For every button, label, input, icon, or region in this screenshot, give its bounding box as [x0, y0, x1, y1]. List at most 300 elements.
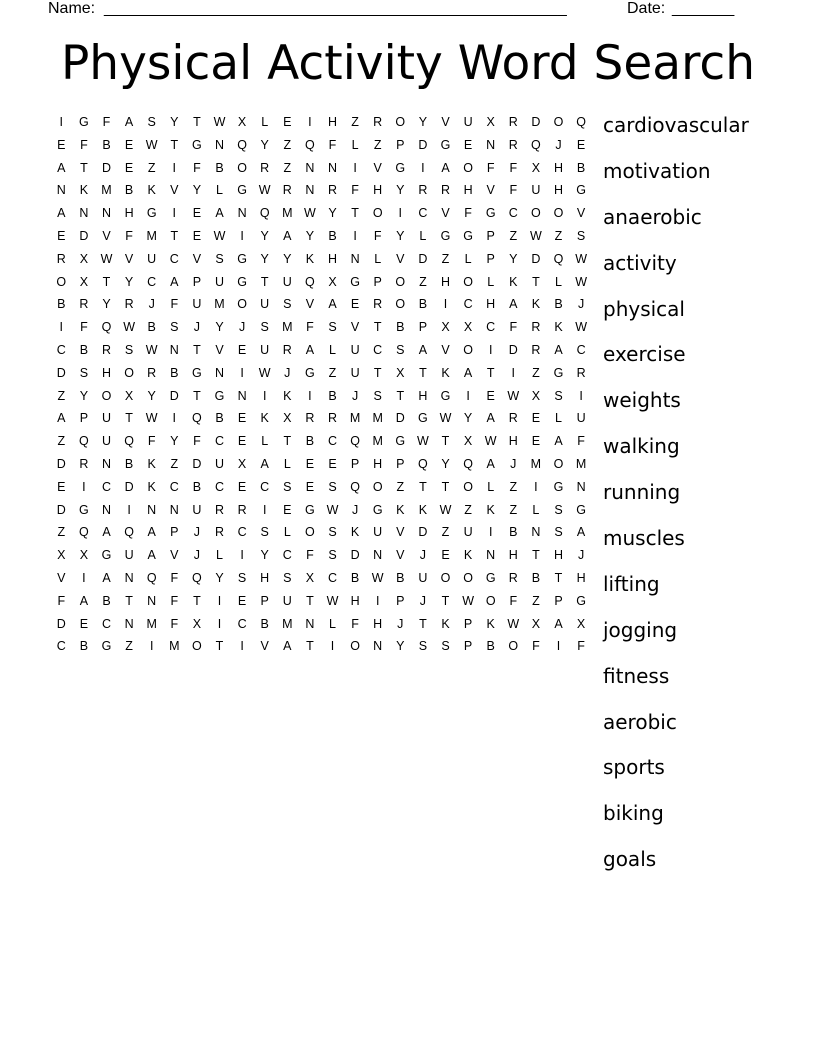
grid-cell[interactable]: U: [418, 570, 428, 585]
grid-cell[interactable]: R: [373, 297, 383, 312]
grid-cell[interactable]: H: [576, 570, 586, 585]
grid-cell[interactable]: T: [532, 548, 540, 563]
grid-cell[interactable]: G: [395, 160, 406, 175]
grid-cell[interactable]: G: [192, 137, 202, 152]
grid-cell[interactable]: Q: [192, 570, 202, 585]
grid-cell[interactable]: X: [237, 115, 247, 129]
grid-cell[interactable]: Q: [101, 320, 112, 335]
grid-cell[interactable]: O: [372, 479, 383, 494]
grid-cell[interactable]: X: [237, 456, 247, 471]
grid-cell[interactable]: I: [421, 160, 425, 175]
grid-cell[interactable]: B: [102, 593, 111, 608]
grid-cell[interactable]: E: [57, 479, 66, 494]
grid-cell[interactable]: Q: [418, 456, 428, 471]
grid-cell[interactable]: V: [124, 251, 134, 266]
grid-cell[interactable]: A: [147, 548, 156, 563]
grid-cell[interactable]: A: [509, 297, 518, 312]
grid-cell[interactable]: I: [511, 365, 516, 380]
grid-cell[interactable]: J: [193, 320, 201, 335]
grid-cell[interactable]: D: [508, 342, 518, 357]
grid-cell[interactable]: V: [192, 251, 202, 266]
grid-cell[interactable]: L: [555, 274, 562, 289]
grid-cell[interactable]: D: [418, 251, 428, 266]
grid-cell[interactable]: I: [149, 639, 154, 654]
grid-cell[interactable]: V: [57, 570, 66, 585]
grid-cell[interactable]: T: [373, 365, 382, 380]
grid-cell[interactable]: S: [283, 570, 292, 585]
grid-cell[interactable]: O: [463, 342, 473, 357]
grid-cell[interactable]: F: [464, 206, 472, 221]
grid-cell[interactable]: V: [441, 206, 450, 221]
grid-cell[interactable]: H: [440, 274, 450, 289]
grid-cell[interactable]: I: [262, 388, 267, 403]
grid-cell[interactable]: I: [353, 228, 357, 243]
grid-cell[interactable]: S: [79, 365, 89, 380]
grid-cell[interactable]: Q: [576, 115, 586, 129]
grid-cell[interactable]: D: [531, 251, 541, 266]
grid-cell[interactable]: G: [553, 365, 564, 380]
grid-cell[interactable]: T: [441, 593, 450, 608]
grid-cell[interactable]: A: [486, 456, 495, 471]
grid-cell[interactable]: M: [372, 411, 383, 426]
grid-cell[interactable]: I: [82, 479, 86, 494]
grid-cell[interactable]: E: [486, 388, 495, 403]
grid-cell[interactable]: O: [440, 570, 451, 585]
grid-cell[interactable]: Z: [509, 479, 518, 494]
grid-cell[interactable]: H: [418, 388, 428, 403]
grid-cell[interactable]: N: [531, 525, 541, 540]
grid-cell[interactable]: L: [329, 616, 336, 631]
grid-cell[interactable]: E: [441, 548, 450, 563]
grid-cell[interactable]: P: [396, 456, 405, 471]
grid-cell[interactable]: V: [441, 115, 450, 129]
grid-cell[interactable]: O: [237, 297, 247, 312]
grid-cell[interactable]: P: [260, 593, 269, 608]
grid-cell[interactable]: C: [147, 274, 157, 289]
grid-cell[interactable]: T: [486, 365, 495, 380]
grid-cell[interactable]: G: [395, 434, 406, 449]
grid-cell[interactable]: D: [531, 115, 541, 129]
grid-cell[interactable]: M: [282, 320, 293, 335]
grid-cell[interactable]: T: [125, 411, 133, 426]
grid-cell[interactable]: Z: [464, 502, 472, 517]
grid-cell[interactable]: Z: [509, 502, 518, 517]
grid-cell[interactable]: W: [213, 115, 226, 129]
grid-cell[interactable]: N: [373, 548, 383, 563]
grid-cell[interactable]: K: [147, 456, 156, 471]
grid-cell[interactable]: K: [147, 183, 156, 198]
grid-cell[interactable]: N: [101, 206, 111, 221]
grid-cell[interactable]: F: [193, 434, 201, 449]
grid-cell[interactable]: N: [169, 502, 179, 517]
grid-cell[interactable]: K: [554, 320, 563, 335]
grid-cell[interactable]: U: [101, 434, 111, 449]
grid-cell[interactable]: I: [534, 479, 538, 494]
grid-cell[interactable]: J: [397, 616, 404, 631]
grid-cell[interactable]: Z: [57, 525, 66, 540]
grid-cell[interactable]: R: [214, 502, 224, 517]
grid-cell[interactable]: Q: [124, 525, 134, 540]
grid-cell[interactable]: Z: [57, 388, 66, 403]
grid-cell[interactable]: K: [396, 502, 405, 517]
grid-cell[interactable]: C: [327, 434, 337, 449]
grid-cell[interactable]: V: [170, 183, 179, 198]
grid-cell[interactable]: N: [486, 548, 496, 563]
grid-cell[interactable]: I: [308, 115, 312, 129]
grid-cell[interactable]: E: [305, 479, 315, 494]
grid-cell[interactable]: O: [192, 639, 202, 654]
grid-cell[interactable]: X: [328, 274, 337, 289]
grid-cell[interactable]: A: [260, 456, 269, 471]
grid-cell[interactable]: I: [59, 320, 64, 335]
grid-cell[interactable]: M: [282, 206, 293, 221]
grid-cell[interactable]: S: [260, 320, 269, 335]
grid-cell[interactable]: T: [351, 206, 359, 221]
grid-cell[interactable]: K: [350, 525, 360, 540]
grid-cell[interactable]: I: [217, 593, 222, 608]
grid-cell[interactable]: H: [486, 297, 496, 312]
grid-cell[interactable]: S: [441, 639, 450, 654]
grid-cell[interactable]: P: [486, 251, 495, 266]
grid-cell[interactable]: T: [193, 115, 201, 129]
grid-cell[interactable]: Q: [79, 525, 89, 540]
grid-cell[interactable]: B: [305, 434, 315, 449]
grid-cell[interactable]: E: [237, 434, 247, 449]
grid-cell[interactable]: F: [147, 434, 156, 449]
grid-cell[interactable]: L: [419, 228, 427, 243]
grid-cell[interactable]: R: [508, 570, 518, 585]
grid-cell[interactable]: N: [56, 183, 66, 198]
grid-cell[interactable]: N: [237, 206, 247, 221]
grid-cell[interactable]: Z: [532, 593, 540, 608]
grid-cell[interactable]: H: [327, 115, 337, 129]
grid-cell[interactable]: F: [577, 434, 585, 449]
grid-cell[interactable]: L: [532, 502, 540, 517]
grid-cell[interactable]: D: [192, 456, 202, 471]
grid-cell[interactable]: H: [124, 206, 134, 221]
grid-cell[interactable]: O: [463, 570, 473, 585]
grid-cell[interactable]: U: [260, 297, 270, 312]
grid-cell[interactable]: Y: [260, 228, 269, 243]
grid-cell[interactable]: F: [509, 593, 518, 608]
grid-cell[interactable]: E: [350, 297, 360, 312]
grid-cell[interactable]: T: [283, 434, 292, 449]
grid-cell[interactable]: Z: [170, 456, 179, 471]
grid-cell[interactable]: B: [260, 616, 269, 631]
grid-cell[interactable]: A: [554, 342, 563, 357]
grid-cell[interactable]: L: [283, 525, 291, 540]
grid-cell[interactable]: I: [353, 160, 357, 175]
grid-cell[interactable]: P: [418, 320, 428, 335]
grid-cell[interactable]: W: [529, 228, 542, 243]
grid-cell[interactable]: W: [575, 274, 587, 289]
grid-cell[interactable]: F: [509, 183, 518, 198]
grid-cell[interactable]: K: [283, 388, 292, 403]
grid-cell[interactable]: M: [575, 456, 587, 471]
grid-cell[interactable]: H: [373, 456, 383, 471]
grid-cell[interactable]: K: [260, 411, 269, 426]
grid-cell[interactable]: A: [283, 639, 292, 654]
grid-cell[interactable]: W: [507, 388, 520, 403]
grid-cell[interactable]: Q: [146, 570, 157, 585]
grid-cell[interactable]: G: [79, 502, 89, 517]
grid-cell[interactable]: F: [306, 548, 314, 563]
grid-cell[interactable]: R: [282, 342, 292, 357]
grid-cell[interactable]: U: [101, 411, 111, 426]
grid-cell[interactable]: I: [488, 342, 493, 357]
grid-cell[interactable]: K: [486, 616, 495, 631]
grid-cell[interactable]: P: [554, 593, 563, 608]
grid-cell[interactable]: O: [463, 479, 473, 494]
grid-cell[interactable]: Y: [124, 274, 134, 289]
grid-cell[interactable]: Y: [102, 297, 111, 312]
grid-cell[interactable]: N: [305, 616, 315, 631]
grid-cell[interactable]: D: [56, 456, 66, 471]
grid-cell[interactable]: V: [215, 342, 224, 357]
grid-cell[interactable]: Q: [259, 206, 270, 221]
grid-cell[interactable]: N: [214, 365, 224, 380]
grid-cell[interactable]: T: [419, 616, 427, 631]
grid-cell[interactable]: Q: [350, 479, 360, 494]
grid-cell[interactable]: C: [260, 479, 270, 494]
grid-cell[interactable]: K: [509, 274, 518, 289]
grid-cell[interactable]: L: [216, 548, 223, 563]
grid-cell[interactable]: N: [327, 160, 337, 175]
grid-cell[interactable]: I: [172, 206, 177, 221]
grid-cell[interactable]: X: [79, 251, 89, 266]
grid-cell[interactable]: V: [350, 320, 360, 335]
grid-cell[interactable]: B: [170, 365, 179, 380]
grid-cell[interactable]: W: [123, 320, 135, 335]
grid-cell[interactable]: K: [441, 616, 450, 631]
grid-cell[interactable]: R: [79, 456, 89, 471]
grid-cell[interactable]: A: [305, 342, 315, 357]
grid-cell[interactable]: T: [260, 274, 269, 289]
grid-cell[interactable]: W: [326, 502, 339, 517]
grid-cell[interactable]: B: [576, 160, 586, 175]
grid-cell[interactable]: T: [170, 228, 179, 243]
grid-cell[interactable]: A: [486, 411, 495, 426]
grid-cell[interactable]: C: [508, 206, 518, 221]
grid-cell[interactable]: J: [193, 548, 201, 563]
grid-cell[interactable]: W: [484, 434, 497, 449]
grid-cell[interactable]: B: [124, 456, 134, 471]
grid-cell[interactable]: K: [418, 502, 428, 517]
grid-cell[interactable]: M: [349, 411, 361, 426]
grid-cell[interactable]: U: [147, 251, 157, 266]
grid-cell[interactable]: J: [193, 525, 201, 540]
grid-cell[interactable]: T: [102, 274, 111, 289]
grid-cell[interactable]: S: [215, 251, 224, 266]
grid-cell[interactable]: U: [282, 593, 292, 608]
grid-cell[interactable]: F: [509, 160, 518, 175]
grid-cell[interactable]: N: [79, 206, 89, 221]
grid-cell[interactable]: S: [554, 502, 563, 517]
grid-cell[interactable]: E: [79, 616, 89, 631]
grid-cell[interactable]: O: [124, 365, 134, 380]
grid-cell[interactable]: U: [214, 456, 224, 471]
grid-cell[interactable]: H: [553, 160, 563, 175]
grid-cell[interactable]: T: [373, 320, 382, 335]
grid-cell[interactable]: E: [237, 479, 247, 494]
grid-cell[interactable]: E: [57, 137, 66, 152]
grid-cell[interactable]: T: [532, 274, 540, 289]
grid-cell[interactable]: N: [305, 160, 315, 175]
grid-cell[interactable]: A: [170, 274, 179, 289]
grid-cell[interactable]: E: [57, 228, 66, 243]
grid-cell[interactable]: Y: [328, 206, 337, 221]
grid-cell[interactable]: M: [282, 616, 293, 631]
grid-cell[interactable]: A: [57, 411, 66, 426]
grid-cell[interactable]: B: [554, 297, 563, 312]
grid-cell[interactable]: E: [283, 115, 292, 129]
grid-cell[interactable]: C: [56, 342, 66, 357]
grid-cell[interactable]: P: [373, 274, 382, 289]
grid-cell[interactable]: K: [486, 502, 495, 517]
grid-cell[interactable]: G: [192, 365, 202, 380]
grid-cell[interactable]: F: [509, 320, 518, 335]
grid-cell[interactable]: Z: [396, 479, 405, 494]
grid-cell[interactable]: D: [350, 548, 360, 563]
grid-cell[interactable]: W: [439, 502, 452, 517]
grid-cell[interactable]: X: [79, 274, 89, 289]
grid-cell[interactable]: S: [170, 320, 179, 335]
grid-cell[interactable]: S: [554, 525, 563, 540]
grid-cell[interactable]: O: [485, 593, 496, 608]
grid-cell[interactable]: A: [576, 525, 586, 540]
grid-cell[interactable]: Q: [79, 434, 89, 449]
grid-cell[interactable]: G: [440, 228, 451, 243]
grid-cell[interactable]: U: [463, 525, 473, 540]
grid-cell[interactable]: T: [306, 639, 314, 654]
grid-cell[interactable]: Y: [260, 548, 269, 563]
grid-cell[interactable]: U: [192, 502, 202, 517]
grid-cell[interactable]: F: [170, 297, 179, 312]
grid-cell[interactable]: T: [215, 639, 224, 654]
grid-cell[interactable]: O: [395, 115, 406, 129]
grid-cell[interactable]: Q: [192, 411, 202, 426]
grid-cell[interactable]: E: [237, 342, 247, 357]
grid-cell[interactable]: B: [57, 297, 66, 312]
grid-cell[interactable]: M: [530, 456, 542, 471]
grid-cell[interactable]: W: [258, 365, 271, 380]
grid-cell[interactable]: E: [237, 593, 247, 608]
grid-cell[interactable]: N: [350, 251, 360, 266]
grid-cell[interactable]: L: [283, 456, 291, 471]
grid-cell[interactable]: K: [441, 365, 450, 380]
grid-cell[interactable]: W: [326, 593, 339, 608]
grid-cell[interactable]: G: [418, 411, 428, 426]
grid-cell[interactable]: Z: [147, 160, 156, 175]
grid-cell[interactable]: Z: [532, 365, 540, 380]
grid-cell[interactable]: O: [395, 297, 406, 312]
grid-cell[interactable]: F: [170, 570, 179, 585]
grid-cell[interactable]: Q: [305, 274, 315, 289]
grid-cell[interactable]: J: [351, 502, 359, 517]
grid-cell[interactable]: S: [283, 479, 292, 494]
grid-cell[interactable]: D: [79, 228, 89, 243]
grid-cell[interactable]: Z: [351, 115, 359, 129]
grid-cell[interactable]: B: [192, 479, 202, 494]
grid-cell[interactable]: S: [237, 570, 247, 585]
grid-cell[interactable]: Y: [260, 251, 269, 266]
grid-cell[interactable]: G: [237, 183, 247, 198]
grid-cell[interactable]: T: [193, 388, 201, 403]
grid-cell[interactable]: F: [532, 639, 540, 654]
grid-cell[interactable]: W: [371, 570, 384, 585]
grid-cell[interactable]: N: [124, 616, 134, 631]
grid-cell[interactable]: O: [56, 274, 67, 289]
grid-cell[interactable]: H: [373, 183, 383, 198]
grid-cell[interactable]: T: [125, 593, 133, 608]
grid-cell[interactable]: U: [192, 297, 202, 312]
grid-cell[interactable]: W: [462, 593, 474, 608]
grid-cell[interactable]: G: [440, 137, 451, 152]
grid-cell[interactable]: T: [306, 593, 314, 608]
grid-cell[interactable]: X: [124, 388, 134, 403]
grid-cell[interactable]: P: [486, 228, 495, 243]
grid-cell[interactable]: P: [396, 593, 405, 608]
grid-cell[interactable]: C: [214, 434, 224, 449]
grid-cell[interactable]: U: [214, 274, 224, 289]
grid-cell[interactable]: E: [305, 456, 315, 471]
grid-cell[interactable]: S: [396, 342, 405, 357]
grid-cell[interactable]: H: [553, 548, 563, 563]
grid-cell[interactable]: D: [101, 160, 111, 175]
grid-cell[interactable]: M: [146, 228, 157, 243]
grid-cell[interactable]: I: [443, 297, 448, 312]
grid-cell[interactable]: N: [576, 479, 586, 494]
grid-cell[interactable]: D: [395, 411, 405, 426]
grid-cell[interactable]: G: [101, 639, 112, 654]
grid-cell[interactable]: I: [466, 388, 470, 403]
grid-cell[interactable]: O: [553, 206, 564, 221]
grid-cell[interactable]: C: [282, 548, 292, 563]
grid-cell[interactable]: M: [101, 183, 112, 198]
grid-cell[interactable]: R: [101, 342, 111, 357]
grid-cell[interactable]: V: [486, 183, 495, 198]
grid-cell[interactable]: S: [373, 388, 382, 403]
grid-cell[interactable]: Z: [373, 137, 382, 152]
grid-cell[interactable]: R: [531, 342, 541, 357]
grid-cell[interactable]: C: [576, 342, 586, 357]
grid-cell[interactable]: Z: [57, 434, 66, 449]
grid-cell[interactable]: G: [576, 593, 586, 608]
grid-cell[interactable]: I: [240, 639, 244, 654]
grid-cell[interactable]: L: [464, 251, 472, 266]
grid-cell[interactable]: R: [214, 525, 224, 540]
grid-cell[interactable]: O: [553, 115, 564, 129]
grid-cell[interactable]: J: [419, 548, 427, 563]
grid-cell[interactable]: X: [463, 434, 473, 449]
grid-cell[interactable]: N: [101, 502, 111, 517]
grid-cell[interactable]: Z: [328, 365, 337, 380]
grid-cell[interactable]: I: [59, 115, 64, 129]
grid-cell[interactable]: L: [261, 434, 269, 449]
grid-cell[interactable]: W: [575, 251, 587, 266]
grid-cell[interactable]: V: [170, 548, 179, 563]
grid-cell[interactable]: B: [396, 320, 405, 335]
grid-cell[interactable]: N: [124, 570, 134, 585]
grid-cell[interactable]: C: [237, 616, 247, 631]
grid-cell[interactable]: V: [373, 160, 382, 175]
grid-cell[interactable]: B: [509, 525, 518, 540]
grid-cell[interactable]: Y: [215, 320, 224, 335]
grid-cell[interactable]: R: [237, 502, 247, 517]
grid-cell[interactable]: Q: [237, 137, 247, 152]
grid-cell[interactable]: A: [102, 525, 111, 540]
grid-cell[interactable]: E: [328, 456, 337, 471]
